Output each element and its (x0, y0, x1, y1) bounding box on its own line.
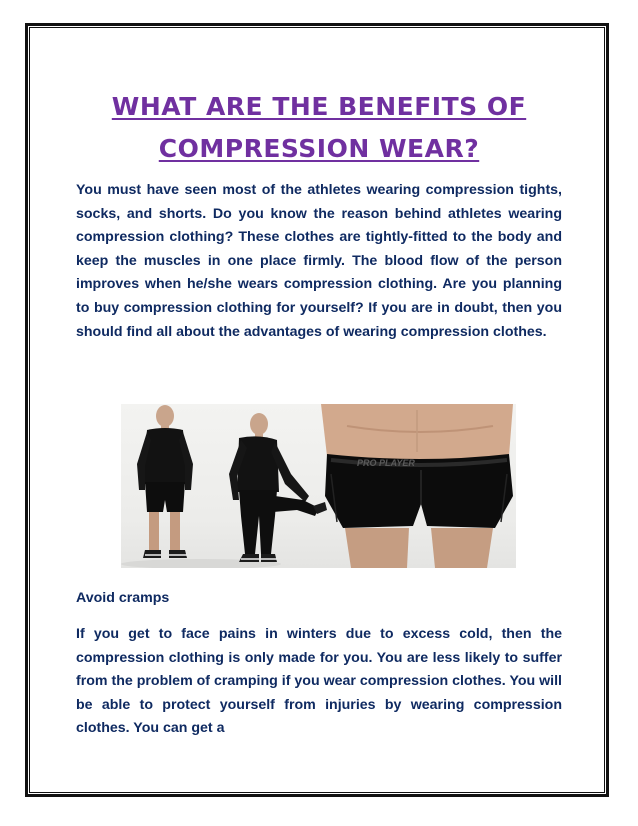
page-title (76, 86, 562, 170)
compression-wear-photo (121, 404, 516, 568)
shorts-brand-mark: PRO PLAYER (357, 458, 415, 468)
title-line-1: WHAT ARE THE BENEFITS OF (111, 92, 527, 121)
section-paragraph: If you get to face pains in winters due to excess cold, then the compression clothing is only made for you. You are less likely to suffer from the problem of cramping if you wear compression clothes. You will be able to protect yourself from injuries by wearing compression clothes. You can get a (76, 626, 562, 737)
model-two-figure (229, 413, 327, 562)
intro-paragraph: You must have seen most of the athletes wearing compression tights, socks, and shorts. Do you know the reason behind athletes wearing compression clothing? These clothes are tightly-fitted to the body and keep the muscles in one place firmly. The blood flow of the person improves when he/she wears compression clothing. Are you planning to buy compression clothing for yourself? If you are in doubt, then you should find all about the advantages of wearing compression clothes. (76, 182, 562, 340)
model-one-figure (137, 405, 193, 558)
section-heading: Avoid cramps (76, 590, 170, 606)
model-three-figure (321, 404, 513, 568)
title-line-2: COMPRESSION WEAR? (158, 134, 480, 163)
